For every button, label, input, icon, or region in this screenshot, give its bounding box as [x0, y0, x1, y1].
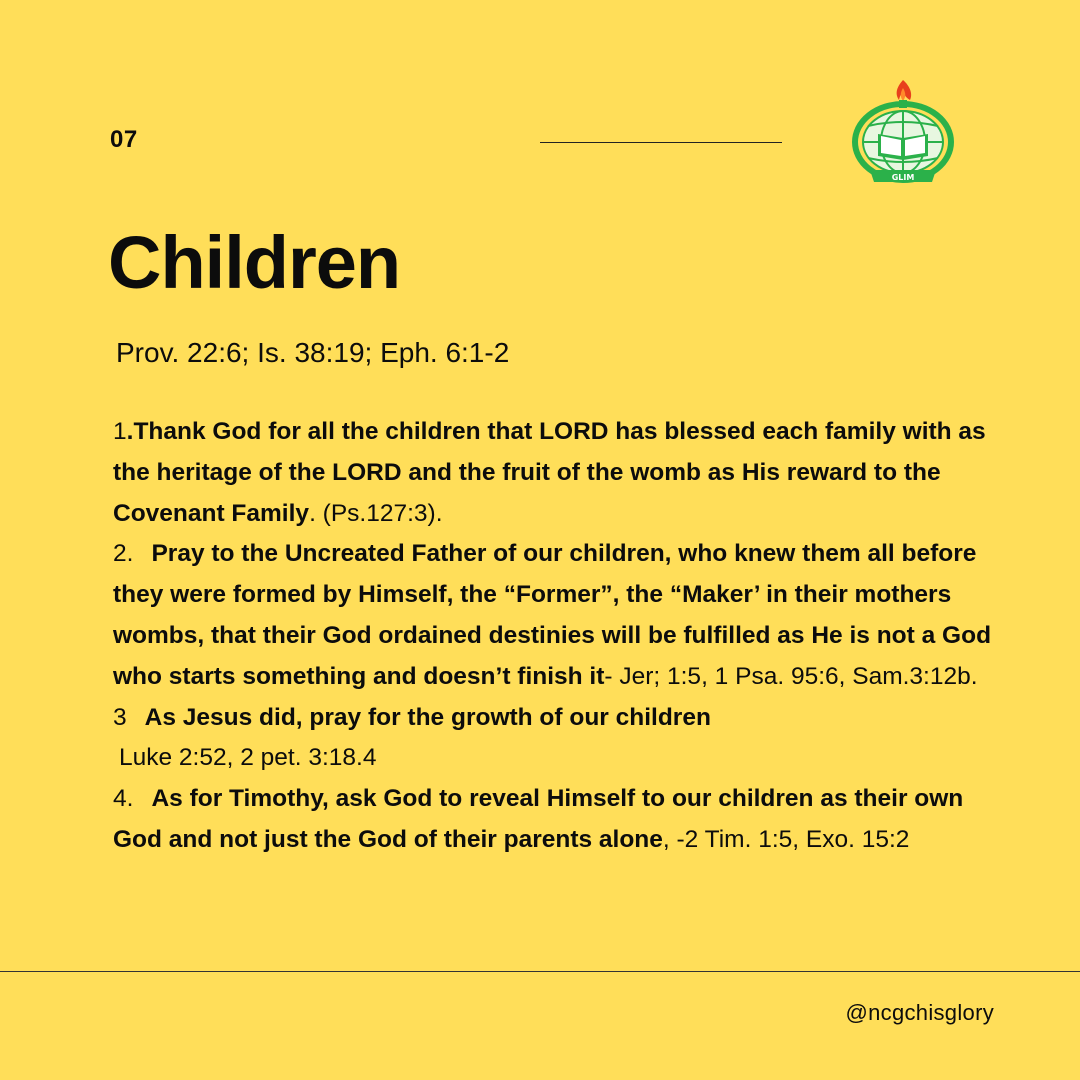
scripture-references: Prov. 22:6; Is. 38:19; Eph. 6:1-2 [116, 337, 510, 368]
prayer-point-3 [113, 698, 993, 780]
top-divider [540, 142, 782, 143]
glim-logo-icon [848, 74, 958, 190]
point-text: As for Timothy, ask God to reveal Himself to our children as their own God and not just the God of their parents alone [113, 785, 964, 853]
prayer-point-1 [113, 412, 993, 534]
point-text: Pray to the Uncreated Father of our children, who knew them all before they were formed by Himself, the “Former”, the “Maker’ in their mothers wombs, that their God ordained destinies will be fulfilled as He is not a God who starts something and doesn’t finish it [113, 540, 992, 690]
point-reference: - Jer; 1:5, 1 Psa. 95:6, Sam.3:12b. [604, 662, 978, 690]
bottom-divider [0, 971, 1080, 972]
prayer-point-4 [113, 779, 993, 861]
point-number: 3 [113, 703, 127, 731]
point-number: 4. [113, 785, 134, 813]
point-reference: Luke 2:52, 2 pet. 3:18.4 [119, 744, 377, 772]
social-handle: @ncgchisglory [845, 1000, 994, 1025]
prayer-points [113, 412, 993, 861]
prayer-point-2 [113, 534, 993, 697]
point-reference: , -2 Tim. 1:5, Exo. 15:2 [662, 825, 910, 853]
page-title: Children [108, 221, 401, 304]
point-text: As Jesus did, pray for the growth of our children [144, 703, 711, 731]
svg-text:GLIM: GLIM [891, 173, 915, 182]
point-number: 1 [113, 418, 127, 445]
point-number: 2. [113, 540, 134, 568]
glim-logo [848, 74, 958, 190]
point-reference: . (Ps.127:3). [309, 499, 443, 527]
page-number: 07 [110, 126, 138, 153]
point-text: .Thank God for all the children that LORD has blessed each family with as the heritage of the LORD and the fruit of the womb as His reward to the Covenant Family [113, 418, 986, 527]
